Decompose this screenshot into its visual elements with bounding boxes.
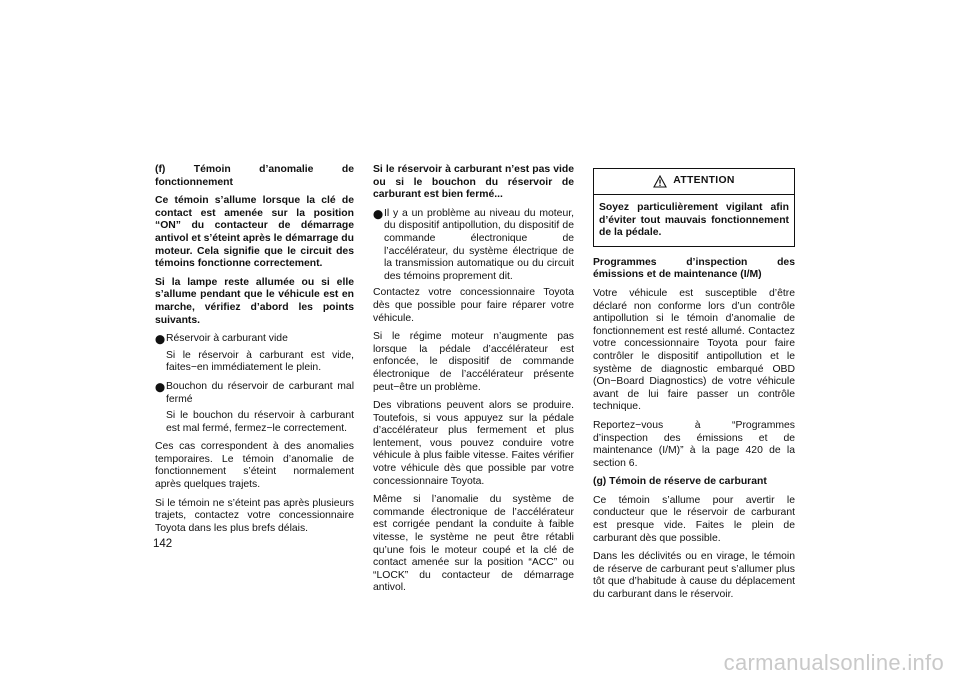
bullet-detail: Si le bouchon du réservoir à carburant est mal fermé, fermez−le correctement. <box>166 410 354 434</box>
right-column <box>593 164 795 608</box>
im-text: Votre véhicule est susceptible d’être déclaré non conforme lors d’un contrôle antipollution si le témoin d’anomalie de fonctionnement est resté allumé. Contactez votre concessionnaire Toyota pour faire contrôler le dispositif antipollution et le système de diagnostic embarqué OBD (On−Board Diagnostics) de votre véhicule avant de lui faire passer un contrôle technique. <box>593 287 795 413</box>
bullet-icon: ⬤ <box>373 208 384 219</box>
list-item <box>155 381 354 406</box>
mil-description: Ce témoin s’allume lorsque la clé de contact est amenée sur la position “ON” du contacteur de démarrage antivol et s’éteint après le démarrage du moteur. Cela signifie que le circuit des témoins fonctionne correctement. <box>155 195 354 270</box>
bullet-icon: ⬤ <box>155 381 166 392</box>
section-heading-im: Programmes d’inspection des émissions et de maintenance (I/M) <box>593 256 795 281</box>
vibration-text: Des vibrations peuvent alors se produire. Toutefois, si vous appuyez sur la pédale d’accélérateur plus fermement et plus lentement, vous pouvez conduire votre véhicule à plus faible vitesse. Faites vérifier votre véhicule dès que possible par votre concessionnaire Toyota. <box>373 400 574 487</box>
page-number: 142 <box>153 538 173 550</box>
section-heading-g: (g) Témoin de réserve de carburant <box>593 476 767 488</box>
bullet-detail: Si le réservoir à carburant est vide, faites−en immédiatement le plein. <box>166 349 354 374</box>
fuel-warning-text: Ce témoin s’allume pour avertir le conducteur que le réservoir de carburant est presque vide. Faites le plein de carburant dès que possible. <box>593 494 795 544</box>
bullet-label: Réservoir à carburant vide <box>166 333 288 345</box>
repair-text: Contactez votre concessionnaire Toyota dès que possible pour faire réparer votre véhicule. <box>373 287 574 324</box>
warning-box <box>593 168 795 247</box>
warning-triangle-icon <box>653 175 667 188</box>
list-item <box>155 333 354 346</box>
bullet-icon: ⬤ <box>155 334 166 345</box>
temporary-anomaly-text: Ces cas correspondent à des anomalies temporaires. Le témoin d’anomalie de fonctionnement s’éteint normalement après quelques trajets. <box>155 441 354 491</box>
mil-check-instruction: Si la lampe reste allumée ou si elle s’allume pendant que le véhicule est en marche, vérifiez d’abord les points suivants. <box>155 276 354 326</box>
warning-body: Soyez particulièrement vigilant afin d’éviter tout mauvais fonctionnement de la pédale. <box>599 202 789 239</box>
engine-speed-text: Si le régime moteur n’augmente pas lorsque la pédale d’accélérateur est enfoncée, le dispositif de commande électronique de l’accélérateur présente peut−être un problème. <box>373 331 574 393</box>
im-reference: Reportez−vous à “Programmes d’inspection des émissions et de maintenance (I/M)” à la page 420 de la section 6. <box>593 419 795 469</box>
watermark: carmanualsonline.info <box>723 650 944 675</box>
system-reset-text: Même si l’anomalie du système de commande électronique de l’accélérateur est corrigée pendant la conduite à faible vitesse, le système ne peut être rétabli qu’une fois le moteur coupé et la clé de contact amenée sur la position “ACC” ou “LOCK” du contacteur de démarrage antivol. <box>373 494 574 594</box>
left-column <box>155 164 354 541</box>
section-heading-not-empty: Si le réservoir à carburant n’est pas vide ou si le bouchon du réservoir de carburant est bien fermé... <box>373 164 574 201</box>
contact-dealer-text: Si le témoin ne s’éteint pas après plusieurs trajets, contactez votre concessionnaire Toyota dans les plus brefs délais. <box>155 497 354 534</box>
warning-title: ATTENTION <box>673 175 735 187</box>
bullet-text: Il y a un problème au niveau du moteur, du dispositif antipollution, du dispositif de commande électronique de l’accélérateur, du système électrique de la transmission automatique ou du circuit des témoins proprement dit. <box>384 207 574 282</box>
section-heading-f: (f) Témoin d’anomalie de fonctionnement <box>155 164 354 188</box>
warning-header <box>594 169 794 195</box>
bullet-label: Bouchon du réservoir de carburant mal fermé <box>166 380 354 405</box>
list-item <box>373 208 574 284</box>
fuel-slope-text: Dans les déclivités ou en virage, le témoin de réserve de carburant peut s’allumer plus tôt que d’habitude à cause du déplacement du carburant dans le réservoir. <box>593 551 795 601</box>
middle-column <box>373 164 574 601</box>
